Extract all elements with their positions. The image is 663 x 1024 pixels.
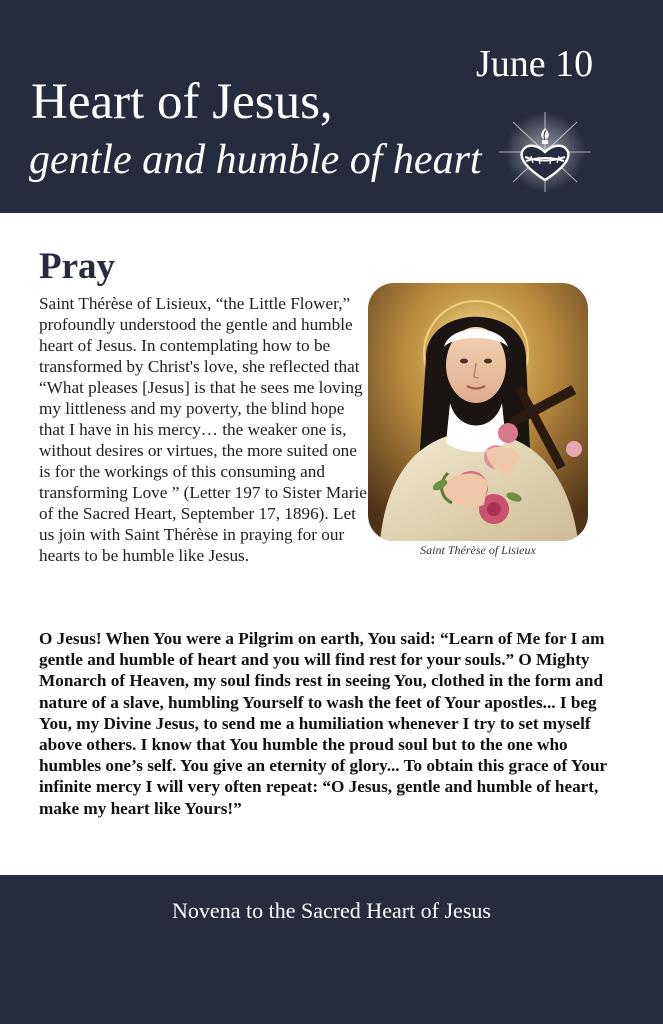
prayer-text: O Jesus! When You were a Pilgrim on earth, You said: “Learn of Me for I am gentle and humble of heart and you will find rest for your souls.” O Mighty Monarch of Heaven, my soul finds rest in seeing You, clothed in the form and nature of a slave, humbling Yourself to wash the feet of Your apostles... I beg You, my Divine Jesus, to send me a humiliation whenever I try to set myself above others. I know that You humble the proud soul but to the one who humbles one’s self. You give an eternity of glory... To obtain this grace of Your infinite mercy I will very often repeat: “O Jesus, gentle and humble of heart, make my heart like Yours!” (39, 629, 607, 818)
intro-paragraph: Saint Thérèse of Lisieux, “the Little Flower,” profoundly understood the gentle and humble heart of Jesus. In contemplating how to be transformed by Christ's love, she reflected that “What pleases [Jesus] is that he sees me loving my littleness and my poverty, the blind hope that I have in his mercy… the weaker one is, without desires or virtues, the more suited one is for the workings of this consuming and transforming Love ” (Letter 197 to Sister Marie of the Sacred Heart, September 17, 1896). Let us join with Saint Thérèse in praying for our hearts to be humble like Jesus. (39, 294, 367, 565)
section-title: Pray (39, 246, 116, 287)
page-title: Heart of Jesus, (31, 74, 333, 130)
footer-title: Novena to the Sacred Heart of Jesus (172, 898, 491, 923)
sacred-heart-icon (493, 108, 597, 192)
page-subtitle: gentle and humble of heart (29, 137, 482, 183)
saint-therese-portrait (368, 283, 588, 541)
image-caption: Saint Thérèse of Lisieux (420, 543, 536, 557)
date-label: June 10 (476, 43, 594, 85)
